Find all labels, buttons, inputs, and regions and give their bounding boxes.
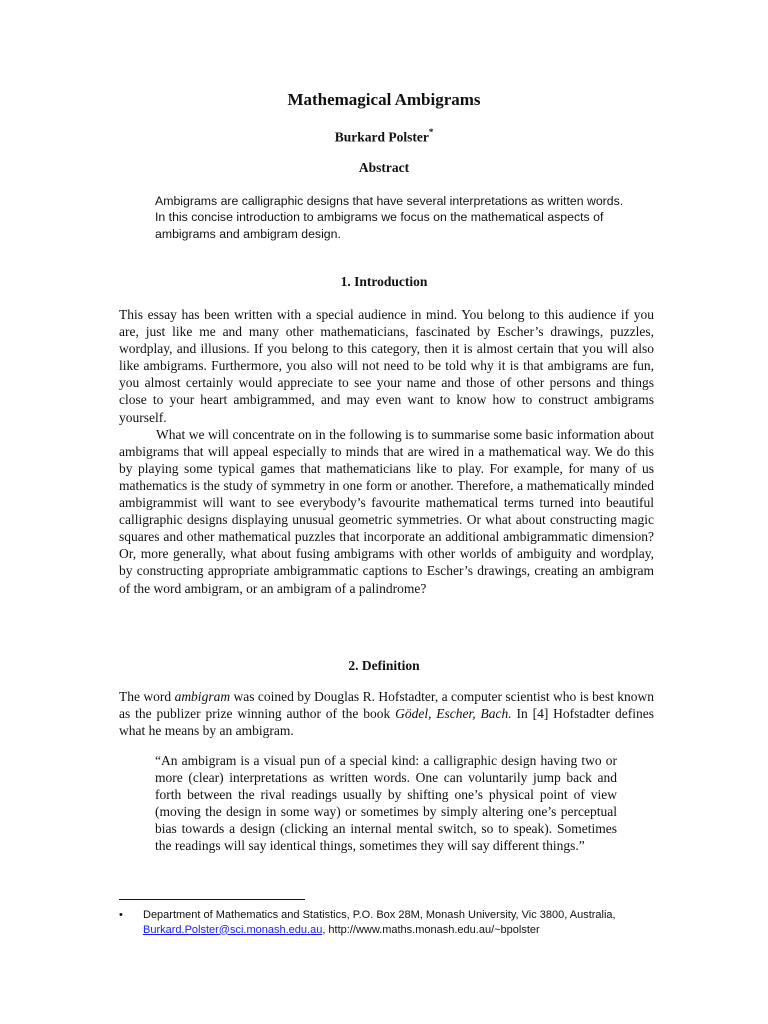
introduction-paragraph-1: This essay has been written with a special audience in mind. You belong to this audience if you are, just like me and many other mathematicians, fascinated by Escher’s drawings, puzzles, wordplay, and illusions. If you belong to this category, then it is almost certain that you will also like ambigrams. Furthermore, you also will not need to be told why it is that ambigrams are fun, you almost certainly would appreciate to see your name and those of other persons and things close to your heart ambigrammed, and may even want to know how to construct ambigrams yourself.	[119, 307, 654, 425]
footnote-affiliation: Department of Mathematics and Statistics, P.O. Box 28M, Monash University, Vic 3800, Australia,	[143, 909, 616, 921]
author-email-link[interactable]: Burkard.Polster@sci.monash.edu.au	[143, 923, 323, 936]
term-ambigram: ambigram	[174, 689, 231, 704]
introduction-paragraph-2: What we will concentrate on in the following is to summarise some basic information about ambigrams that will appeal especially to minds that are wired in a mathematical way. We do this by playing some typical games that mathematicians like to play. For example, for many of us mathematics is the study of symmetry in one form or another. Therefore, a mathematically minded ambigrammist will want to see everybody’s favourite mathematical terms turned into beautiful calligraphic designs displaying unusual geometric symmetries. Or what about constructing magic squares and other mathematical puzzles that incorporate an additional ambigrammatic dimension? Or, more generally, what about fusing ambigrams with other worlds of ambiguity and wordplay, by constructing appropriate ambigrammatic captions to Escher’s drawings, creating an ambigram of the word ambigram, or an ambigram of a palindrome?	[119, 426, 654, 596]
book-title: Gödel, Escher, Bach.	[395, 706, 512, 722]
author-line	[0, 128, 768, 146]
definition-text: was coined by Douglas R. Hofstadter, a computer scientist who is best known as the publizer prize winning author of the book	[119, 689, 655, 722]
definition-text: In [4] Hofstadter defines what he means by an ambigram.	[119, 706, 654, 739]
definition-paragraph-1	[119, 688, 654, 739]
section-heading-definition: 2. Definition	[348, 658, 420, 673]
abstract-heading: Abstract	[358, 160, 410, 175]
paper-title: Mathemagical Ambigrams	[287, 90, 481, 109]
footnote-rule	[119, 899, 305, 900]
author-footnote-mark: *	[428, 127, 434, 137]
abstract-text: Ambigrams are calligraphic designs that have several interpretations as written words. In this concise introduction to ambigrams we focus on the mathematical aspects of ambigrams and ambigram design.	[155, 194, 624, 241]
author-name: Burkard Polster	[334, 129, 429, 145]
footnote-bullet: •	[119, 909, 123, 921]
definition-text: The word	[119, 689, 175, 704]
definition-body	[119, 688, 654, 739]
footnote-homepage: , http://www.maths.monash.edu.au/~bpolster	[322, 923, 540, 936]
footnote-text	[143, 908, 654, 937]
section-heading-introduction: 1. Introduction	[340, 274, 428, 289]
hofstadter-quote: “An ambigram is a visual pun of a special kind: a calligraphic design having two or more (clear) interpretations as written words. One can voluntarily jump back and forth between the rival readings usually by shifting one’s physical point of view (moving the design in some way) or sometimes by simply altering one’s perceptual bias towards a design (clicking an internal mental switch, so to speak). Sometimes the readings will say identical things, sometimes they will say different things.”	[155, 753, 617, 854]
introduction-body	[119, 306, 654, 597]
